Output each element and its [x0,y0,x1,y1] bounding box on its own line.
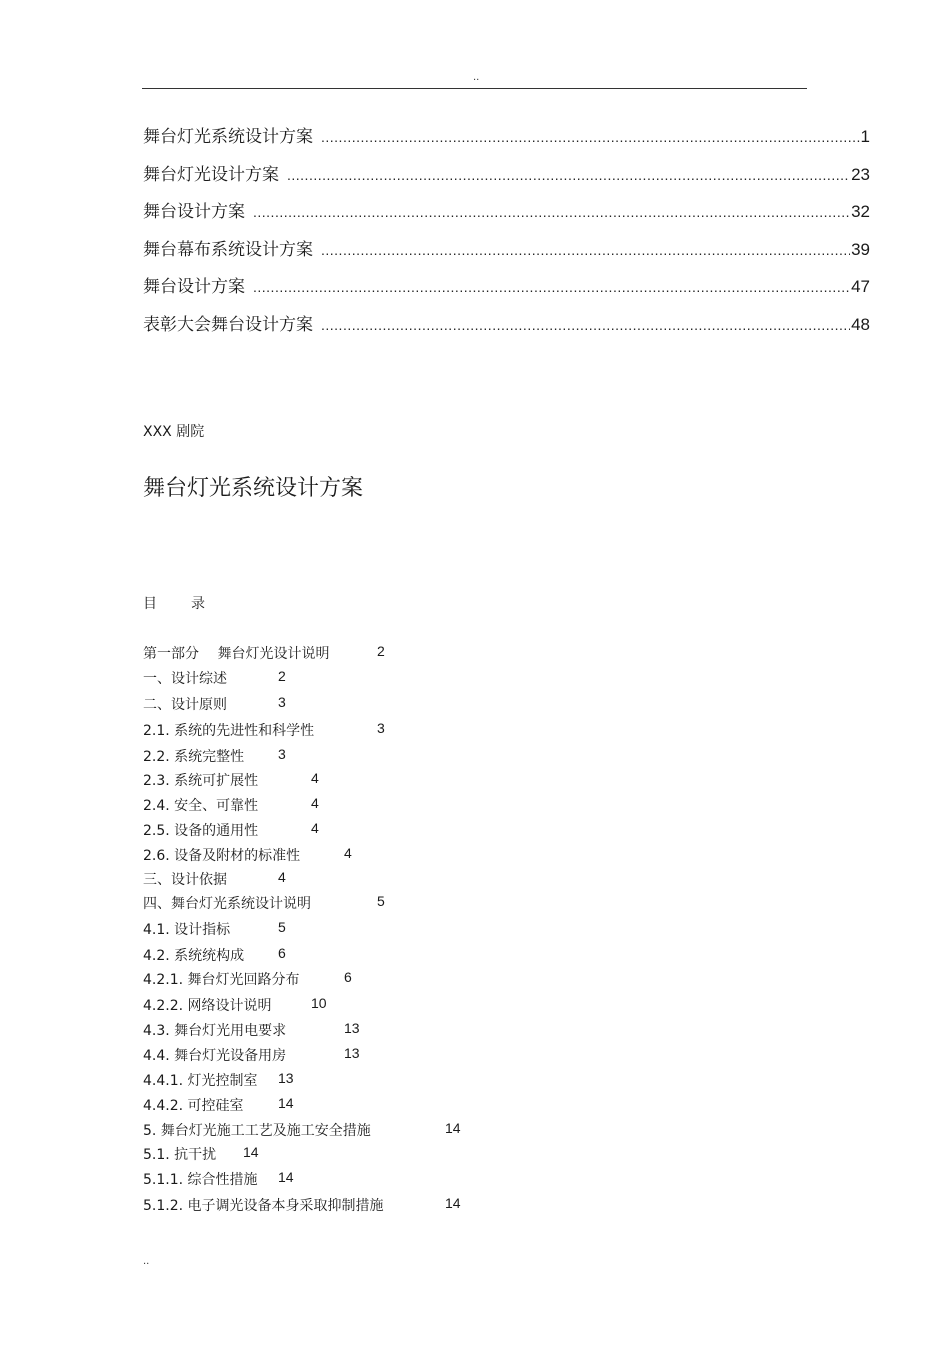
toc-main-row[interactable] [143,272,870,310]
toc-entry-title: 2.2. 系统完整性 [143,749,245,765]
toc-sub-row[interactable] [143,919,286,939]
toc-sub-row[interactable] [143,995,327,1015]
toc-entry-page: 14 [243,1144,259,1160]
toc-entry-page: 14 [278,1095,294,1111]
toc-sub-row[interactable] [143,945,286,965]
toc-entry-page: 14 [445,1195,461,1211]
toc-entry-title: 5. 舞台灯光施工工艺及施工安全措施 [143,1123,371,1139]
toc-main-row[interactable] [143,160,870,198]
toc-entry-title: 表彰大会舞台设计方案 [143,314,313,335]
toc-entry-title: 舞台设计方案 [143,277,245,298]
footer-mark: .. [143,1256,150,1267]
toc-sub-row[interactable] [143,694,286,714]
toc-entry-page: 13 [344,1020,360,1036]
contents-heading [143,593,205,613]
toc-sub-row[interactable] [143,969,352,989]
toc-entry-title: 舞台灯光设计方案 [143,164,279,185]
toc-sub-row[interactable] [143,1045,360,1065]
toc-entry-page: 2 [278,668,286,684]
contents-heading-char-2: 录 [191,596,205,612]
toc-entry-title: 5.1. 抗干扰 [143,1147,217,1163]
toc-sub-row[interactable] [143,1195,461,1215]
dot-leader [321,129,860,145]
toc-entry-title: 舞台灯光系统设计方案 [143,127,313,147]
toc-entry-page: 47 [851,277,870,297]
toc-entry-page: 5 [278,919,286,935]
toc-main-row[interactable] [143,235,870,273]
toc-entry-page: 4 [311,770,319,786]
toc-sub-row[interactable] [143,770,319,790]
toc-entry-title: 第一部分 舞台灯光设计说明 [143,646,330,662]
toc-entry-page: 39 [851,239,870,259]
dot-leader [253,204,850,220]
document-title: 舞台灯光系统设计方案 [143,476,364,501]
toc-main-row[interactable] [143,122,870,160]
toc-sub-row[interactable] [143,1144,259,1164]
toc-entry-page: 14 [278,1169,294,1185]
toc-sub-row[interactable] [143,1169,294,1189]
toc-sub-row[interactable] [143,893,385,913]
toc-entry-title: 二、设计原则 [143,697,227,713]
contents-heading-char-1: 目 [143,596,157,612]
toc-sub-row[interactable] [143,869,286,889]
toc-entry-title: 四、舞台灯光系统设计说明 [143,896,311,912]
toc-sub-row[interactable] [143,795,319,815]
toc-sub-row[interactable] [143,1020,360,1040]
toc-entry-page: 4 [311,820,319,836]
header-rule [142,88,807,89]
toc-sub-row[interactable] [143,820,319,840]
toc-entry-title: 4.2.2. 网络设计说明 [143,998,272,1014]
toc-entry-page: 1 [860,127,870,146]
toc-entry-title: 5.1.2. 电子调光设备本身采取抑制措施 [143,1198,384,1214]
toc-entry-page: 4 [344,845,352,861]
toc-main-row[interactable] [143,310,870,348]
toc-entry-page: 6 [344,969,352,985]
toc-entry-title: 2.1. 系统的先进性和科学性 [143,723,315,739]
toc-entry-page: 14 [445,1120,461,1136]
toc-entry-title: 4.4.2. 可控硅室 [143,1098,244,1114]
toc-entry-page: 5 [377,893,385,909]
toc-entry-title: 4.3. 舞台灯光用电要求 [143,1023,287,1039]
header-mark: .. [473,72,480,83]
toc-entry-title: 2.6. 设备及附材的标准性 [143,848,301,864]
dot-leader [321,242,850,258]
toc-entry-page: 2 [377,643,385,659]
toc-sub-row[interactable] [143,720,385,740]
toc-entry-title: 舞台设计方案 [143,202,245,223]
toc-sub-row[interactable] [143,1095,294,1115]
toc-entry-page: 13 [344,1045,360,1061]
toc-sub-row[interactable] [143,668,286,688]
toc-entry-title: 4.2.1. 舞台灯光回路分布 [143,972,300,988]
main-table-of-contents [143,122,870,348]
toc-entry-page: 6 [278,945,286,961]
toc-entry-page: 48 [851,314,870,334]
toc-entry-page: 13 [278,1070,294,1086]
toc-entry-page: 10 [311,995,327,1011]
toc-entry-page: 23 [851,164,870,184]
toc-entry-title: 4.1. 设计指标 [143,922,231,938]
toc-sub-row[interactable] [143,845,352,865]
theater-name: XXX 剧院 [143,424,205,440]
toc-entry-title: 一、设计综述 [143,671,227,687]
toc-entry-title: 2.3. 系统可扩展性 [143,773,259,789]
toc-sub-row[interactable] [143,746,286,766]
toc-entry-page: 4 [278,869,286,885]
toc-entry-title: 4.2. 系统统构成 [143,948,245,964]
toc-main-row[interactable] [143,197,870,235]
toc-entry-title: 4.4.1. 灯光控制室 [143,1073,258,1089]
toc-entry-title: 2.5. 设备的通用性 [143,823,259,839]
toc-entry-title: 4.4. 舞台灯光设备用房 [143,1048,287,1064]
toc-entry-page: 32 [851,202,870,222]
toc-entry-title: 5.1.1. 综合性措施 [143,1172,258,1188]
toc-sub-row[interactable] [143,1070,294,1090]
toc-entry-page: 3 [278,694,286,710]
toc-entry-page: 3 [278,746,286,762]
dot-leader [321,317,850,333]
toc-entry-title: 三、设计依据 [143,872,227,888]
dot-leader [253,279,850,295]
toc-sub-row[interactable] [143,643,385,663]
toc-entry-page: 4 [311,795,319,811]
toc-sub-row[interactable] [143,1120,461,1140]
toc-entry-title: 舞台幕布系统设计方案 [143,239,313,260]
toc-entry-page: 3 [377,720,385,736]
toc-entry-title: 2.4. 安全、可靠性 [143,798,259,814]
dot-leader [287,167,850,183]
